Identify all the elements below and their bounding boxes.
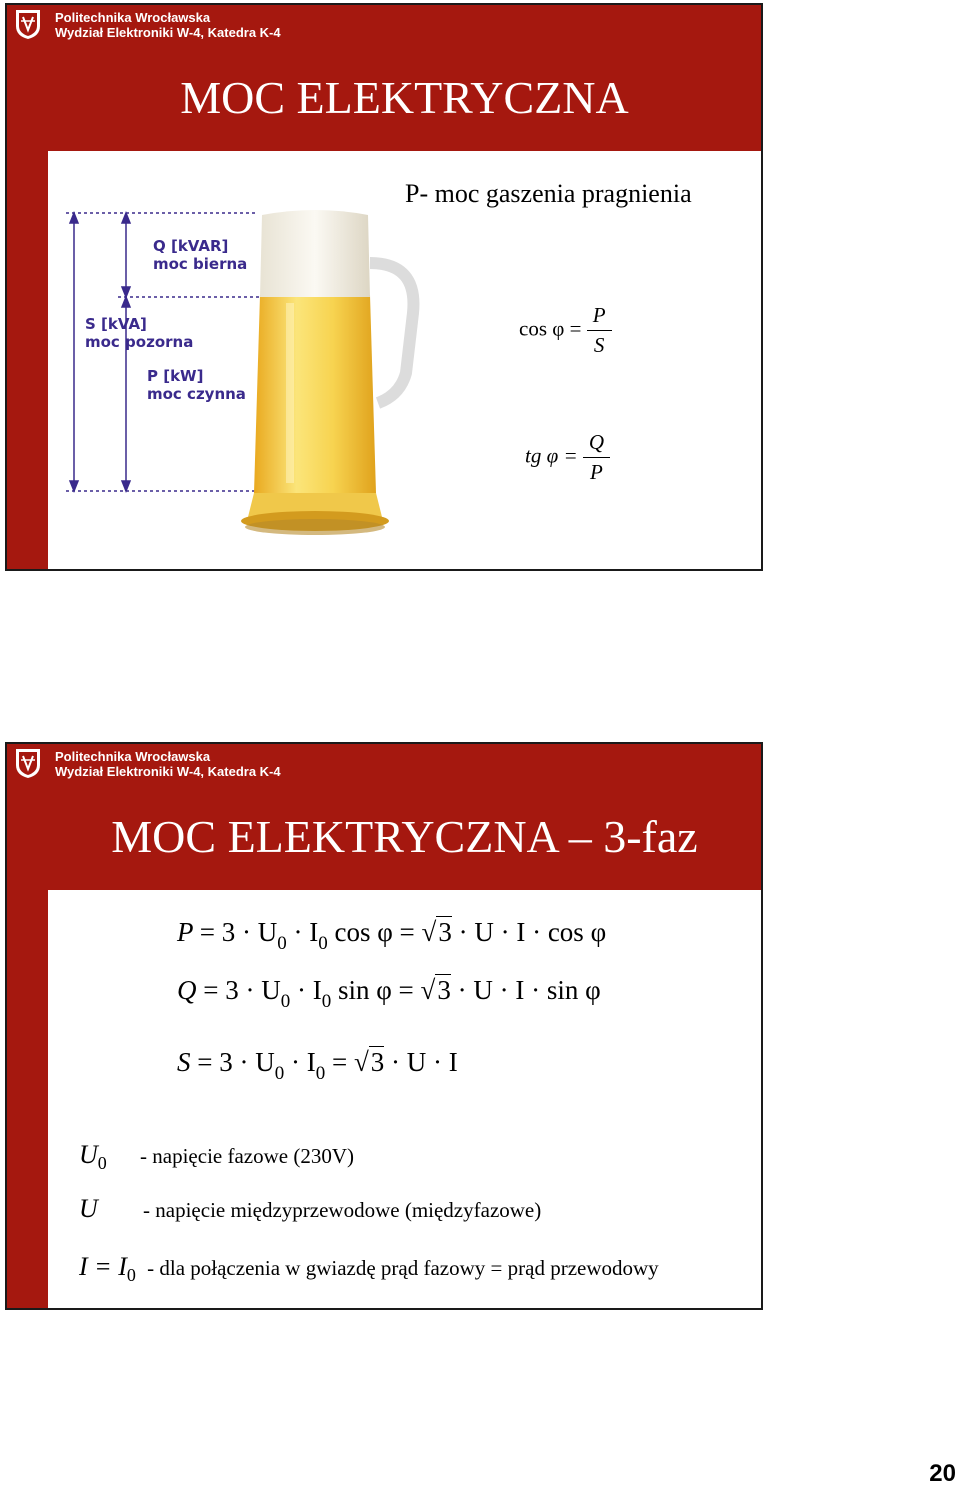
equation-Q-mid: · I [296, 975, 322, 1005]
legend-text: - napięcie międzyprzewodowe (międzyfazowe) [143, 1198, 542, 1222]
slide-1 [5, 3, 763, 571]
legend-symbol: U [79, 1194, 98, 1223]
page-number: 20 [929, 1460, 956, 1487]
sidebar-stripe [7, 744, 48, 1308]
reactive-power-label [153, 237, 247, 273]
slide-title: MOC ELEKTRYCZNA – 3-faz [111, 811, 698, 862]
active-power-unit: P [kW] [147, 367, 204, 385]
equation-S-rhs: · U · I [391, 1047, 458, 1077]
subscript-zero: 0 [321, 991, 332, 1012]
equation-P-lhs: P [177, 917, 194, 947]
slide-title: MOC ELEKTRYCZNA [180, 72, 629, 123]
legend-symbol: I = I [79, 1252, 127, 1281]
slide-header [7, 5, 761, 43]
cos-phi-formula [519, 303, 612, 358]
equation-Q-left: = 3 · U [203, 975, 281, 1005]
tg-phi-lhs: tg φ = [525, 443, 578, 468]
subscript-zero: 0 [318, 933, 328, 954]
apparent-power-label [85, 315, 193, 351]
equation-S [177, 1046, 458, 1085]
header-department: Wydział Elektroniki W-4, Katedra K-4 [55, 25, 281, 40]
tg-phi-formula [525, 430, 610, 485]
equation-S-mid: · I [290, 1047, 316, 1077]
active-power-name: moc czynna [147, 385, 246, 403]
subscript-zero: 0 [274, 1063, 285, 1084]
active-power-label [147, 367, 246, 403]
equation-Q-rhs: · U · I · sin φ [457, 975, 601, 1005]
tg-phi-denominator: P [590, 460, 603, 484]
slide-header [7, 744, 761, 782]
title-bar [48, 782, 761, 890]
cos-phi-lhs: cos φ = [519, 316, 582, 341]
equation-P-left: = 3 · U [199, 917, 278, 947]
equation-S-lhs: S [177, 1047, 191, 1077]
reactive-power-unit: Q [kVAR] [153, 237, 229, 255]
sqrt-icon: √ [353, 1047, 369, 1077]
sqrt-icon: √ [420, 975, 436, 1005]
university-logo-icon [13, 747, 43, 779]
equation-S-root: 3 [370, 1047, 385, 1077]
legend-subscript: 0 [97, 1153, 107, 1173]
tg-phi-fraction [583, 430, 610, 485]
equation-P-function: cos φ = [334, 917, 415, 947]
cos-phi-fraction [587, 303, 612, 358]
legend-text: - dla połączenia w gwiazdę prąd fazowy = prąd przewodowy [147, 1256, 659, 1280]
title-bar [48, 43, 761, 151]
slide-2 [5, 742, 763, 1310]
subscript-zero: 0 [277, 933, 287, 954]
university-logo-icon [13, 8, 43, 40]
equation-S-equals: = [331, 1047, 348, 1077]
equation-Q-root: 3 [437, 975, 451, 1005]
subscript-zero: 0 [315, 1063, 326, 1084]
equation-P-root: 3 [438, 917, 452, 947]
legend-symbol: U [79, 1140, 98, 1169]
header-institution: Politechnika Wrocławska [55, 749, 211, 764]
header-department: Wydział Elektroniki W-4, Katedra K-4 [55, 764, 281, 779]
legend-text: - napięcie fazowe (230V) [140, 1144, 354, 1168]
equation-Q-function: sin φ = [337, 975, 414, 1005]
cos-phi-numerator: P [587, 303, 612, 331]
legend-row-I [79, 1252, 659, 1286]
header-institution: Politechnika Wrocławska [55, 10, 211, 25]
legend-row-U0 [79, 1140, 354, 1174]
equation-Q-lhs: Q [177, 975, 197, 1005]
legend-row-U [79, 1194, 541, 1224]
equation-P-rhs: · U · I · cos φ [458, 917, 607, 947]
sidebar-stripe [7, 5, 48, 569]
equation-P-mid: · I [293, 917, 319, 947]
cos-phi-denominator: S [593, 333, 605, 357]
equation-S-left: = 3 · U [197, 1047, 275, 1077]
reactive-power-name: moc bierna [153, 255, 248, 273]
tg-phi-numerator: Q [583, 430, 610, 458]
sqrt-icon: √ [421, 917, 437, 947]
subtitle: P- moc gaszenia pragnienia [405, 179, 692, 208]
equation-Q [177, 974, 601, 1013]
legend-subscript: 0 [126, 1265, 136, 1285]
apparent-power-unit: S [kVA] [85, 315, 147, 333]
subscript-zero: 0 [280, 991, 291, 1012]
apparent-power-name: moc pozorna [85, 333, 194, 351]
equation-P [177, 916, 606, 955]
